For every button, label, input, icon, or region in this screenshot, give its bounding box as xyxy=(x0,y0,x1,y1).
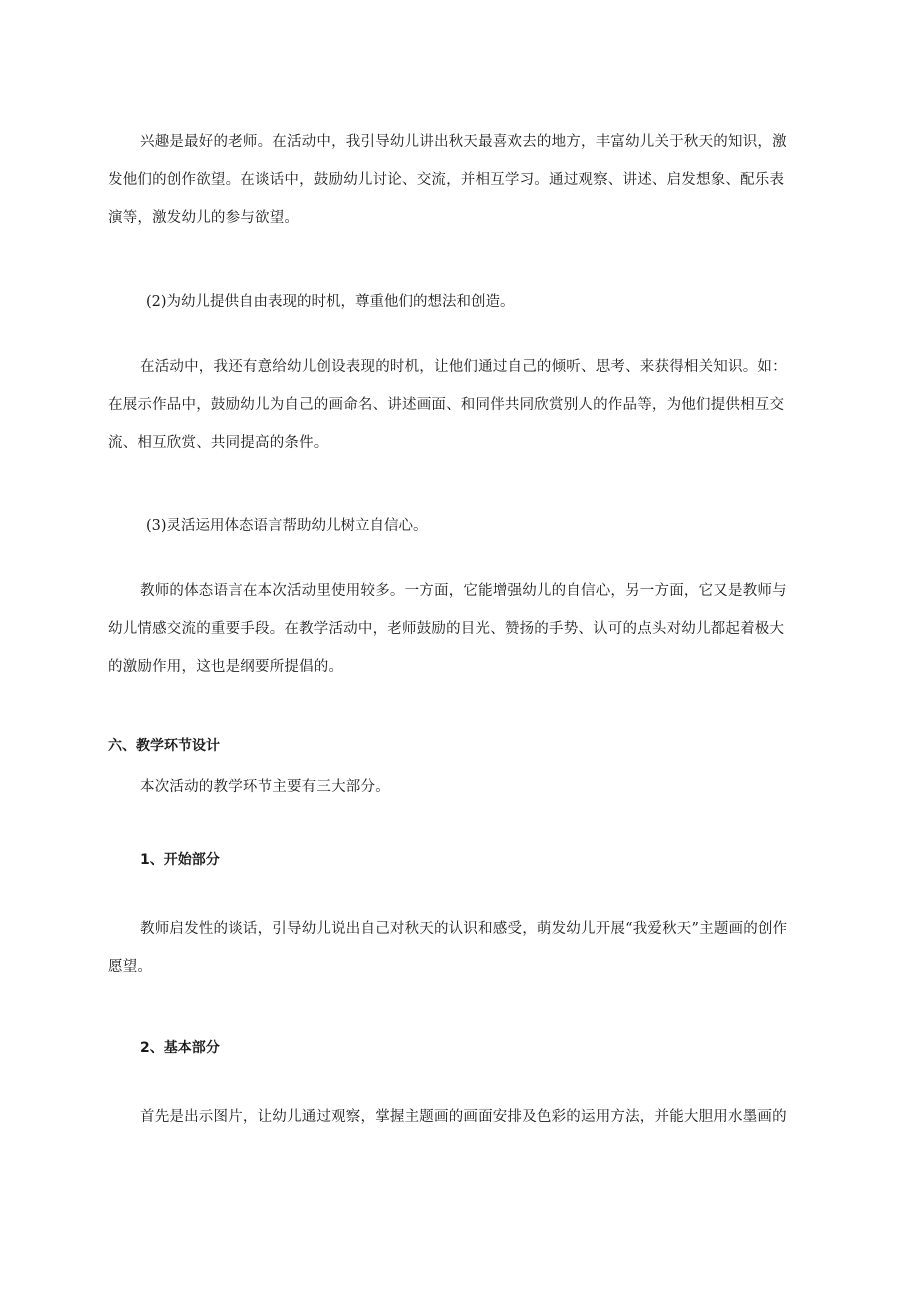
paragraph-start-part: 教师启发性的谈话，引导幼儿说出自己对秋天的认识和感受，萌发幼儿开展“我爱秋天”主题画的创作愿望。 xyxy=(108,921,788,975)
paragraph-expression: 在活动中，我还有意给幼儿创设表现的时机，让他们通过自己的倾听、思考、来获得相关知识。如：在展示作品中，鼓励幼儿为自己的画命名、讲述画面、和同伴共同欣赏别人的作品等，为他们提供相互交流、相互欣赏、共同提高的条件。 xyxy=(108,359,787,451)
subheading-start: 1、开始部分 xyxy=(140,852,220,868)
subpoint-3: (3)灵活运用体态语言帮助幼儿树立自信心。 xyxy=(146,518,428,534)
subheading-basic: 2、基本部分 xyxy=(140,1040,220,1056)
paragraph-basic-part: 首先是出示图片，让幼儿通过观察，掌握主题画的画面安排及色彩的运用方法，并能大胆用水墨画的 xyxy=(140,1109,787,1125)
subpoint-2: (2)为幼儿提供自由表现的时机，尊重他们的想法和创造。 xyxy=(146,294,515,310)
section-heading-6: 六、教学环节设计 xyxy=(108,738,220,754)
paragraph-body-language: 教师的体态语言在本次活动里使用较多。一方面，它能增强幼儿的自信心，另一方面，它又是教师与幼儿情感交流的重要手段。在教学活动中，老师鼓励的目光、赞扬的手势、认可的点头对幼儿都起着极大的激励作用，这也是纲要所提倡的。 xyxy=(108,583,787,675)
paragraph-three-parts: 本次活动的教学环节主要有三大部分。 xyxy=(140,779,390,795)
paragraph-interest: 兴趣是最好的老师。在活动中，我引导幼儿讲出秋天最喜欢去的地方，丰富幼儿关于秋天的知识，激发他们的创作欲望。在谈话中，鼓励幼儿讨论、交流，并相互学习。通过观察、讲述、启发想象、配乐表演等，激发幼儿的参与欲望。 xyxy=(108,134,787,226)
